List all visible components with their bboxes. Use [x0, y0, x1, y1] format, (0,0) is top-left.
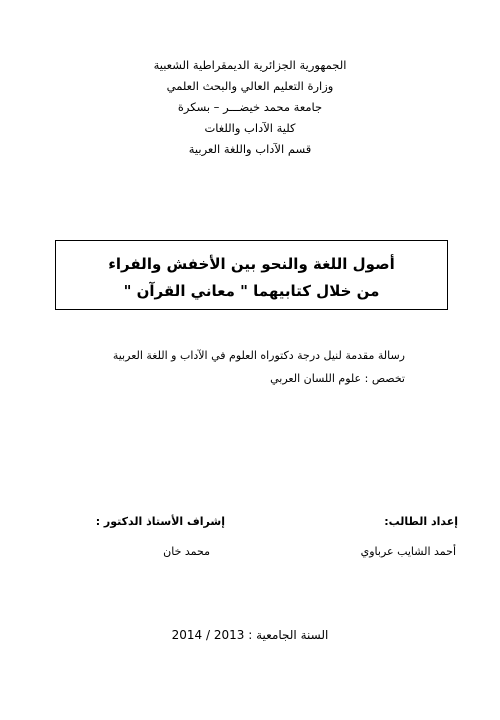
thesis-title-box: [55, 240, 448, 310]
supervisor-name: محمد خان: [163, 545, 210, 558]
institution-header: [0, 55, 500, 160]
student-label: إعداد الطالب:: [384, 515, 458, 528]
thesis-purpose: رسالة مقدمة لنيل درجة دكتوراه العلوم في الآداب و اللغة العربية: [112, 349, 405, 362]
academic-year: السنة الجامعية : 2013 / 2014: [171, 628, 329, 642]
supervisor-block: [96, 513, 225, 561]
thesis-info: [113, 344, 405, 390]
student-name: أحمد الشايب عرباوي: [360, 545, 456, 558]
department-name: قسم الآداب واللغة العربية: [188, 142, 312, 156]
thesis-specialization: تخصص : علوم اللسان العربي: [270, 372, 405, 385]
ministry-name: وزارة التعليم العالي والبحث العلمي: [166, 79, 334, 93]
thesis-title-line-1: أصول اللغة والنحو بين الأخفش والفراء: [108, 255, 395, 273]
republic-name: الجمهورية الجزائرية الديمقراطية الشعبية: [153, 58, 347, 72]
supervisor-label: إشراف الأستاذ الدكتور :: [95, 515, 225, 528]
thesis-title-line-2: من خلال كتابيهما " معاني القرآن ": [123, 282, 380, 300]
student-block: [361, 513, 458, 561]
university-name: جامعة محمد خيضـــر – بسكرة: [177, 100, 323, 114]
faculty-name: كلية الآداب واللغات: [204, 121, 296, 135]
